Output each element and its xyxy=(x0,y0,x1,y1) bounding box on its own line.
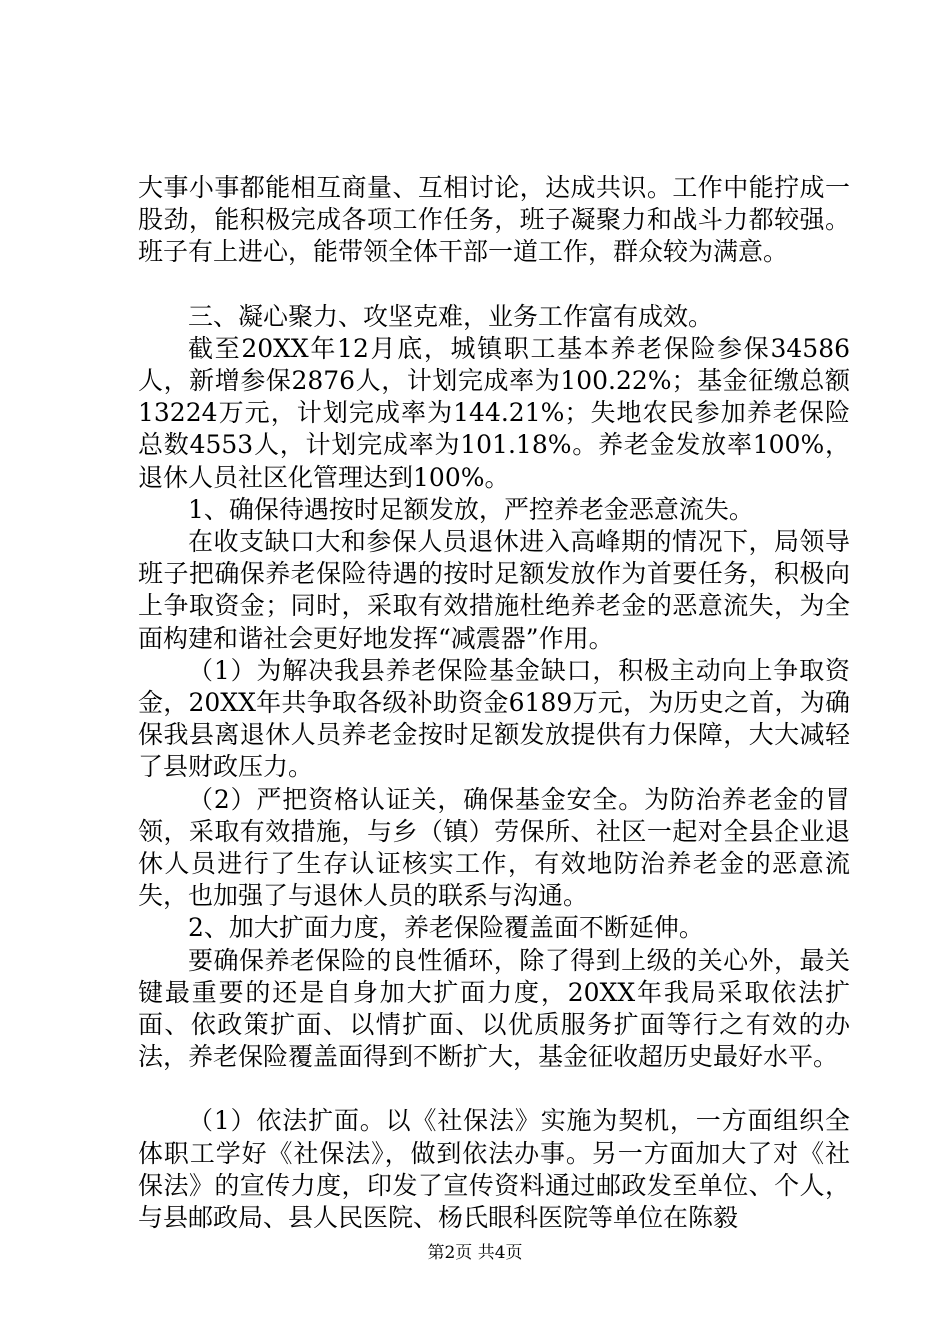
section-heading-3: 三、凝心聚力、攻坚克难，业务工作富有成效。 xyxy=(188,301,714,331)
paragraph-continuation: 大事小事都能相互商量、互相讨论，达成共识。工作中能拧成一股劲，能积极完成各项工作任务，班子凝聚力和战斗力都较强。班子有上进心，能带领全体干部一道工作，群众较为满意。 xyxy=(138,173,850,267)
paragraph-legal-expansion: （1）依法扩面。以《社保法》实施为契机，一方面组织全体职工学好《社保法》，做到依法办事。另一方面加大了对《社保法》的宣传力度，印发了宣传资料通过邮政发至单位、个人，与县邮政局、县人民医院、杨氏眼科医院等单位在陈毅 xyxy=(138,1106,850,1233)
paragraph-expansion: 要确保养老保险的良性循环，除了得到上级的关心外，最关键最重要的还是自身加大扩面力度，20XX年我局采取依法扩面、依政策扩面、以情扩面、以优质服务扩面等行之有效的办法，养老保险覆盖面得到不断扩大，基金征收超历史最好水平。 xyxy=(138,945,850,1072)
document-body xyxy=(138,172,850,1234)
paragraph-statistics: 截至20XX年12月底，城镇职工基本养老保险参保34586人，新增参保2876人，计划完成率为100.22%；基金征缴总额13224万元，计划完成率为144.21%；失地农民参加养老保险总数4553人，计划完成率为101.18%。养老金发放率100%，退休人员社区化管理达到100%。 xyxy=(138,333,850,492)
paragraph-item-2: （2）严把资格认证关，确保基金安全。为防治养老金的冒领，采取有效措施，与乡（镇）劳保所、社区一起对全县企业退休人员进行了生存认证核实工作，有效地防治养老金的恶意流失，也加强了与退休人员的联系与沟通。 xyxy=(138,784,850,911)
subheading-1: 1、确保待遇按时足额发放，严控养老金恶意流失。 xyxy=(188,494,754,524)
paragraph-item-1: （1）为解决我县养老保险基金缺口，积极主动向上争取资金，20XX年共争取各级补助资金6189万元，为历史之首，为确保我县离退休人员养老金按时足额发放提供有力保障，大大减轻了县财政压力。 xyxy=(138,655,850,782)
page-footer: 第2页 共4页 xyxy=(427,1243,523,1263)
paragraph-funding-gap: 在收支缺口大和参保人员退休进入高峰期的情况下，局领导班子把确保养老保险待遇的按时足额发放作为首要任务，积极向上争取资金；同时，采取有效措施杜绝养老金的恶意流失，为全面构建和谐社会更好地发挥“减震器”作用。 xyxy=(138,527,850,653)
subheading-2: 2、加大扩面力度，养老保险覆盖面不断延伸。 xyxy=(188,913,704,943)
